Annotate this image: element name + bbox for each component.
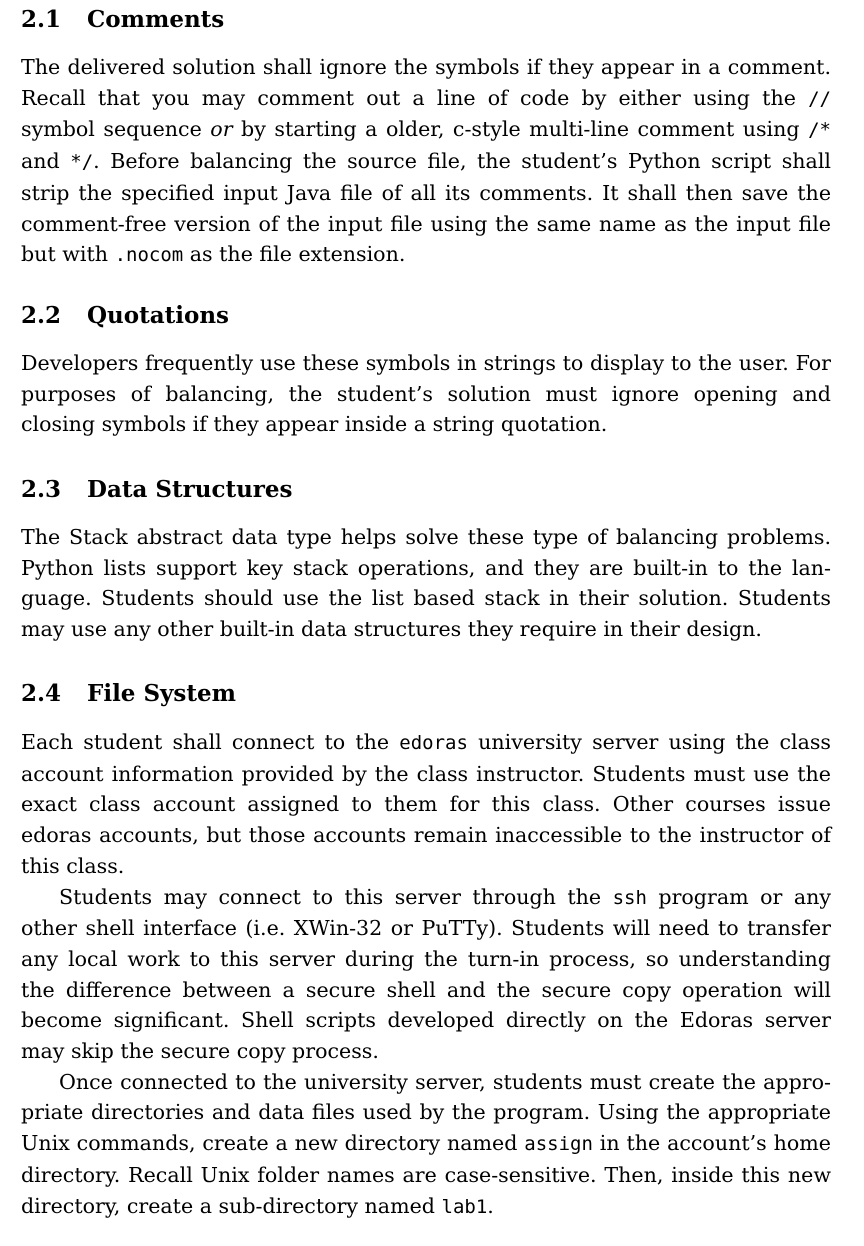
- code-inline: edoras: [399, 732, 468, 754]
- code-inline: assign: [524, 1133, 593, 1156]
- text-run: The delivered solution shall ignore the symbols if they appear in a comment. Recall that you may comment out a line of code by either using the: [21, 55, 831, 110]
- paragraph-file-system-2: [21, 882, 831, 1067]
- code-inline: lab1: [441, 1195, 488, 1218]
- section-title: Comments: [87, 6, 225, 33]
- text-run: in the account’s home directory. Recall Unix folder names are case-sensitive. Then, inside this new directory, create a sub-directory named: [21, 1131, 831, 1218]
- section-heading-data-structures: [21, 475, 293, 505]
- paragraph-file-system-3: [21, 1067, 831, 1223]
- text-run: symbol sequence: [21, 117, 211, 142]
- file-system-body: [21, 727, 831, 1222]
- section-number: 2.1: [21, 6, 62, 33]
- section-number: 2.2: [21, 302, 62, 329]
- section-heading-comments: [21, 5, 224, 35]
- code-inline: ssh: [612, 886, 647, 909]
- text-run: The Stack abstract data type helps solve these type of balancing problems. Python lists support key stack operations, and they are built-in to the language. Students should use the list based stack in their solution. Students may use any other built-in data structures they require in their design.: [21, 525, 831, 642]
- code-inline: //: [808, 87, 831, 110]
- text-run: university server using the class account information provided by the class instructor. Students must use the exact class account assigned to them for this class. Other courses issue edoras accounts, but those accounts remain inaccessible to the instructor of this class.: [21, 730, 831, 878]
- section-title: File System: [87, 680, 236, 707]
- emphasis: or: [210, 117, 233, 142]
- text-run: Each student shall connect to the: [21, 730, 400, 754]
- paragraph-data-structures: [21, 522, 831, 645]
- code-inline: .nocom: [114, 244, 184, 267]
- code-inline: /*: [808, 119, 831, 142]
- paragraph-quotations: [21, 348, 831, 440]
- text-run: as the file extension.: [183, 242, 406, 267]
- text-run: Developers frequently use these symbols in strings to display to the user. For purposes of balancing, the student’s solution must ignore opening and closing symbols if they appear inside a string quotation.: [21, 351, 831, 437]
- section-number: 2.4: [21, 680, 62, 707]
- text-run: Students may connect to this server through the: [59, 884, 613, 909]
- text-run: . Before balancing the source file, the student’s Python script shall strip the specified input Java file of all its comments. It shall then save the comment-free version of the input file using the same name as the input file but with: [21, 149, 831, 267]
- section-heading-file-system: [21, 679, 236, 709]
- section-number: 2.3: [21, 476, 62, 503]
- text-run: and: [21, 149, 71, 174]
- text-run: Once connected to the university server, students must create the appropriate directories and data files used by the program. Using the appropriate Unix commands, create a new directory named: [21, 1069, 831, 1156]
- paragraph-file-system-1: [21, 727, 831, 882]
- text-run: by starting a older, c-style multi-line comment using: [232, 117, 809, 142]
- paragraph-comments: [21, 52, 831, 271]
- text-run: .: [487, 1193, 494, 1218]
- section-title: Data Structures: [87, 476, 293, 503]
- text-run: program or any other shell interface (i.e. XWin-32 or PuTTy). Students will need to transfer any local work to this server during the turn-in process, so understanding the difference between a secure shell and the secure copy operation will become significant. Shell scripts developed directly on the Edoras server may skip the secure copy process.: [21, 884, 831, 1064]
- section-heading-quotations: [21, 301, 229, 331]
- code-inline: */: [70, 151, 94, 174]
- section-title: Quotations: [87, 302, 229, 329]
